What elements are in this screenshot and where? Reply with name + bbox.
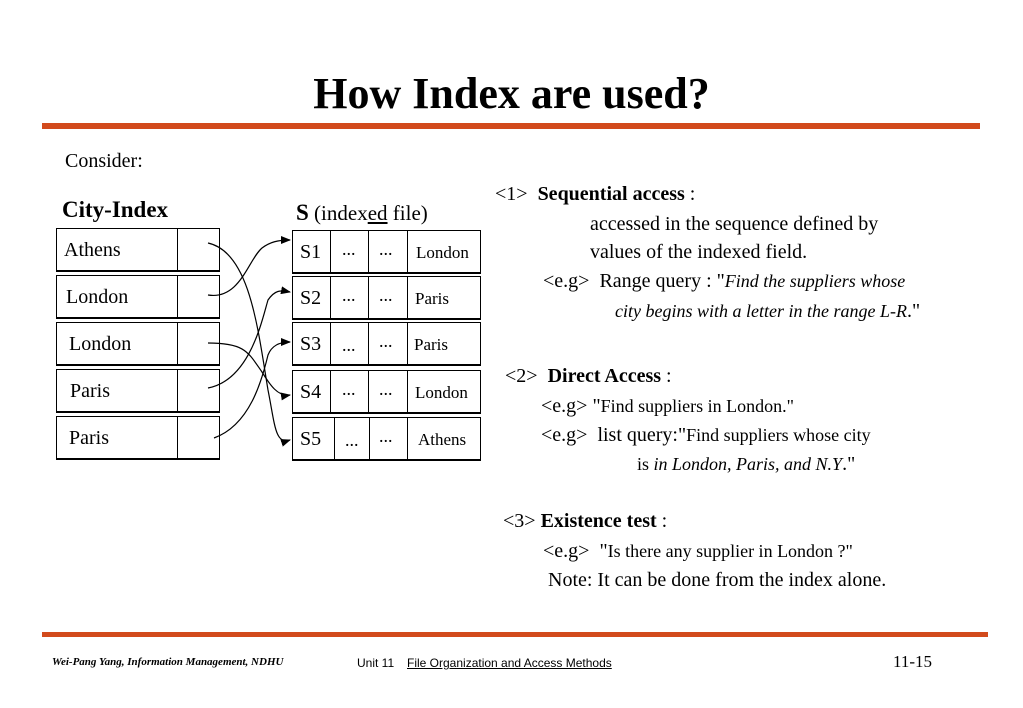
supplier-id: S3 (300, 333, 322, 355)
direct-example-2-line2 (637, 453, 855, 476)
supplier-field: ... (379, 239, 393, 259)
footer-page-number: 11-15 (893, 652, 933, 671)
supplier-field: ... (379, 379, 393, 399)
slide-title: How Index are used? (313, 69, 710, 118)
supplier-field: ... (342, 379, 356, 399)
supplier-id: S2 (300, 287, 322, 309)
consider-label: Consider: (65, 150, 143, 172)
footer-unit: Unit 11 (357, 656, 395, 670)
existence-example (543, 540, 853, 563)
eg-label: <e.g> (543, 540, 590, 562)
footer-topic-link[interactable]: File Organization and Access Methods (407, 656, 612, 670)
supplier-city: Paris (415, 289, 449, 308)
arrow-paris-to-s3 (214, 342, 290, 438)
supplier-id: S1 (300, 241, 322, 263)
supplier-id: S4 (300, 381, 322, 403)
eg-end: ." (842, 453, 856, 475)
supplier-field: ... (379, 285, 393, 305)
supplier-id: S5 (300, 428, 322, 450)
supplier-field: ... (345, 430, 359, 450)
eg-text: Range query : " (599, 270, 725, 292)
supplier-field: ... (379, 331, 393, 351)
s-file-label-bold: S (296, 200, 309, 225)
eg-italic: Find the suppliers whose (724, 271, 906, 291)
supplier-field: ... (379, 426, 393, 446)
section-number: <1> (495, 183, 528, 205)
s-file-label-a: (index (314, 201, 368, 225)
supplier-city: Paris (414, 335, 448, 354)
eg-text: Find suppliers in London." (600, 396, 794, 416)
arrow-london-to-s4 (208, 343, 290, 395)
eg-end: ." (906, 300, 921, 322)
eg-label: <e.g> (541, 424, 588, 446)
existence-note: Note: It can be done from the index alone. (548, 569, 887, 591)
direct-example-2 (541, 424, 871, 447)
section-colon: : (684, 183, 696, 205)
sequential-desc-line1: accessed in the sequence defined by (590, 213, 879, 235)
eg-small: Find suppliers whose city (686, 425, 871, 445)
supplier-field: ... (342, 239, 356, 259)
section-number: <3> (503, 510, 536, 532)
sequential-example-line2 (615, 300, 920, 323)
section-colon: : (656, 510, 668, 532)
index-key: Paris (70, 380, 110, 402)
section-heading: Sequential access (537, 183, 685, 205)
index-key: Athens (64, 239, 121, 261)
eg-quote: " (587, 395, 601, 417)
arrow-paris-to-s2 (208, 291, 290, 388)
supplier-city: London (415, 383, 468, 402)
index-key: Paris (69, 427, 109, 449)
s-file-label-c: file) (387, 201, 428, 225)
supplier-city: London (416, 243, 469, 262)
section-sequential-access (495, 183, 695, 206)
eg-text: list query:" (597, 424, 687, 446)
eg-a: is (637, 454, 654, 474)
city-index-label: City-Index (62, 197, 169, 222)
sequential-example (543, 270, 905, 293)
section-direct-access (505, 365, 672, 388)
section-colon: : (661, 365, 672, 387)
eg-text: Is there any supplier in London ?" (607, 541, 853, 561)
supplier-field: ... (342, 285, 356, 305)
footer-author: Wei-Pang Yang, Information Management, NDHU (52, 656, 284, 668)
eg-label: <e.g> (543, 270, 590, 292)
section-heading: Direct Access (547, 365, 662, 387)
eg-label: <e.g> (541, 395, 588, 417)
section-existence-test (503, 510, 667, 533)
arrow-athens-to-s5 (208, 243, 290, 441)
section-heading: Existence test (540, 510, 657, 532)
direct-example-1 (541, 395, 794, 418)
eg-italic: city begins with a letter in the range L-R (615, 301, 907, 321)
section-number: <2> (505, 365, 538, 387)
supplier-city: Athens (418, 430, 467, 449)
supplier-field: ... (342, 335, 356, 355)
index-key: London (66, 286, 129, 308)
eg-italic: in London, Paris, and N.Y (653, 454, 843, 474)
s-file-label-b: ed (367, 201, 388, 225)
bottom-divider (42, 632, 988, 637)
sequential-desc-line2: values of the indexed field. (590, 241, 808, 263)
index-key: London (69, 333, 132, 355)
eg-quote: " (599, 540, 608, 562)
